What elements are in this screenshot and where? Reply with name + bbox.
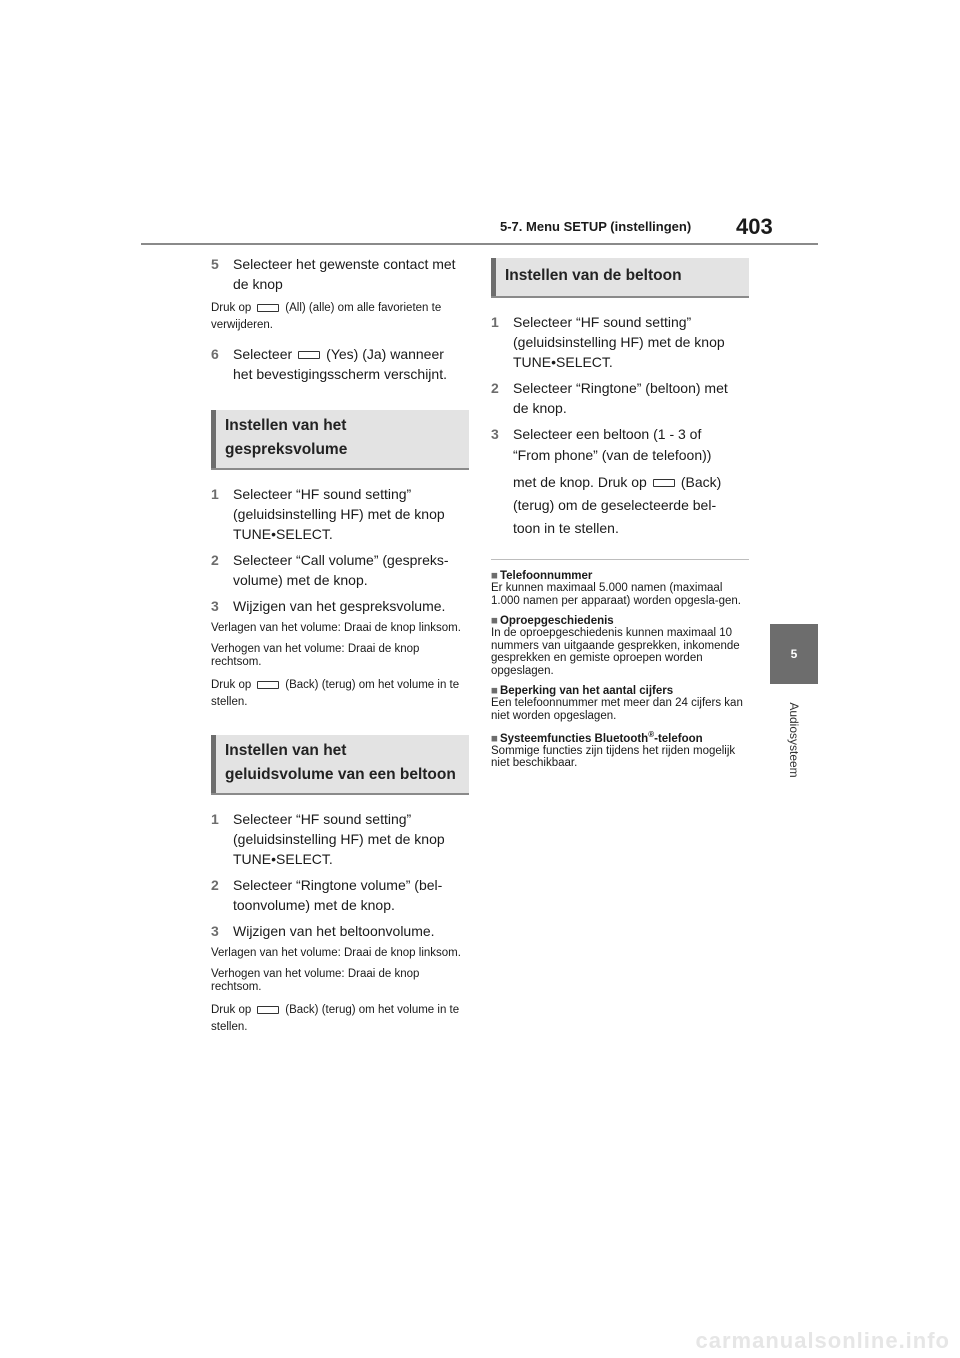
- left-column: [211, 254, 469, 1046]
- note-text: (Back) (terug) om het volume in te stellen.: [211, 679, 460, 708]
- info-title: Oproepgeschiedenis: [499, 615, 614, 627]
- step-text: Selecteer “Ringtone” (beltoon) met: [513, 380, 728, 396]
- section-title: Instellen van het: [225, 742, 347, 759]
- step-number: 3: [211, 598, 219, 614]
- info-title: -telefoon: [654, 732, 703, 745]
- step-number: 2: [491, 380, 499, 396]
- step-number: 1: [491, 314, 499, 330]
- step-text: toon in te stellen.: [513, 520, 619, 536]
- section-title: geluidsvolume van een beltoon: [225, 766, 456, 783]
- bullet-icon: ■: [491, 732, 498, 745]
- button-icon: [257, 1006, 279, 1014]
- section-header-title: 5-7. Menu SETUP (instellingen): [500, 219, 692, 234]
- step-1: [211, 484, 469, 544]
- step-3: [211, 596, 469, 616]
- step-text: (Yes) (Ja) wanneer: [326, 346, 444, 362]
- chapter-tab: [770, 624, 818, 684]
- note-back: [211, 1002, 469, 1036]
- note-text: Druk op: [211, 679, 252, 691]
- note-volume-up: Verhogen van het volume: Draai de knop rechtsom.: [211, 643, 420, 668]
- step-1: [211, 809, 469, 869]
- note-volume-down: Verlagen van het volume: Draai de knop linksom.: [211, 622, 461, 634]
- step-text: “From phone” (van de telefoon)): [513, 447, 712, 463]
- section-heading-call-volume: [211, 410, 469, 470]
- step-number: 5: [211, 256, 219, 272]
- note-text: Druk op: [211, 1004, 252, 1016]
- chapter-number: 5: [790, 647, 798, 661]
- step-text: Selecteer “HF sound setting”: [513, 314, 692, 330]
- step-text: TUNE•SELECT.: [233, 526, 333, 542]
- page-number: 403: [736, 214, 773, 239]
- info-title: Telefoonnummer: [499, 570, 593, 582]
- step-text: Selecteer: [233, 346, 293, 362]
- step-number: 2: [211, 552, 219, 568]
- info-heading-phone-number: [491, 570, 749, 582]
- section-heading-ringtone-volume: [211, 735, 469, 795]
- step-number: 3: [211, 923, 219, 939]
- note-text: Druk op: [211, 302, 252, 314]
- step-text: Selecteer “HF sound setting”: [233, 486, 412, 502]
- info-title: Systeemfuncties Bluetooth: [499, 732, 649, 745]
- step-number: 1: [211, 486, 219, 502]
- step-text: Selecteer “Ringtone volume” (bel-: [233, 877, 443, 893]
- bullet-icon: ■: [491, 570, 498, 582]
- button-icon: [257, 304, 279, 312]
- step-number: 1: [211, 811, 219, 827]
- step-text: volume) met de knop.: [233, 572, 368, 588]
- step-text: het bevestigingsscherm verschijnt.: [233, 366, 447, 382]
- step-text: TUNE•SELECT.: [513, 354, 613, 370]
- section-title: Instellen van de beltoon: [505, 267, 682, 284]
- step-number: 2: [211, 877, 219, 893]
- section-heading-ringtone: [491, 258, 749, 298]
- info-body: In de oproepgeschiedenis kunnen maximaal 10 nummers van uitgaande gesprekken, inkomende gesprekken en gemiste oproepen worden opgeslagen.: [491, 627, 740, 677]
- step-number: 6: [211, 346, 219, 362]
- step-text: TUNE•SELECT.: [233, 851, 333, 867]
- step-2: [211, 875, 469, 915]
- bullet-icon: ■: [491, 685, 498, 697]
- watermark: carmanualsonline.info: [695, 1328, 950, 1353]
- step-3: [491, 424, 749, 539]
- chapter-label-text: Audiosysteem: [787, 702, 801, 778]
- note-all: [211, 300, 469, 334]
- registered-mark: ®: [648, 730, 655, 739]
- note-text: (All) (alle) om alle favorieten te verwijderen.: [211, 302, 442, 331]
- info-heading-call-history: [491, 615, 749, 627]
- step-text: Wijzigen van het beltoonvolume.: [233, 923, 435, 939]
- button-icon: [298, 351, 320, 359]
- step-text: (geluidsinstelling HF) met de knop: [233, 506, 445, 522]
- button-icon: [257, 681, 279, 689]
- step-number: 3: [491, 426, 499, 442]
- divider: [491, 559, 749, 560]
- step-text: met de knop. Druk op: [513, 474, 647, 490]
- note-volume-down: Verlagen van het volume: Draai de knop linksom.: [211, 947, 461, 959]
- step-text: Selecteer “Call volume” (gespreks-: [233, 552, 449, 568]
- step-text: Wijzigen van het gespreksvolume.: [233, 598, 446, 614]
- note-back: [211, 677, 469, 711]
- chapter-label: [770, 690, 818, 790]
- button-icon: [653, 479, 675, 487]
- section-title: gespreksvolume: [225, 441, 348, 458]
- step-text: (Back): [680, 474, 722, 490]
- step-5: [211, 254, 469, 294]
- step-text: Selecteer het gewenste contact met: [233, 256, 456, 272]
- step-2: [491, 378, 749, 418]
- info-heading-digit-limit: [491, 685, 749, 697]
- step-text: (geluidsinstelling HF) met de knop: [513, 334, 725, 350]
- step-text: de knop: [233, 276, 283, 292]
- step-3: [211, 921, 469, 941]
- note-text: (Back) (terug) om het volume in te stellen.: [211, 1004, 460, 1033]
- step-1: [491, 312, 749, 372]
- step-2: [211, 550, 469, 590]
- info-title: Beperking van het aantal cijfers: [499, 685, 674, 697]
- info-heading-bluetooth: [491, 730, 749, 745]
- right-column: [491, 230, 749, 778]
- step-text: (geluidsinstelling HF) met de knop: [233, 831, 445, 847]
- step-text: Selecteer een beltoon (1 - 3 of: [513, 426, 702, 442]
- step-6: [211, 344, 469, 384]
- step-text: toonvolume) met de knop.: [233, 897, 395, 913]
- note-volume-up: Verhogen van het volume: Draai de knop rechtsom.: [211, 968, 420, 993]
- section-title: Instellen van het: [225, 417, 347, 434]
- info-body: Er kunnen maximaal 5.000 namen (maximaal 1.000 namen per apparaat) worden opgesla-gen.: [491, 582, 741, 607]
- step-text: (terug) om de geselecteerde bel-: [513, 497, 717, 513]
- info-body: Een telefoonnummer met meer dan 24 cijfers kan niet worden opgeslagen.: [491, 697, 743, 722]
- step-text: de knop.: [513, 400, 567, 416]
- bullet-icon: ■: [491, 615, 498, 627]
- info-body: Sommige functies zijn tijdens het rijden mogelijk niet beschikbaar.: [491, 744, 736, 770]
- step-text: Selecteer “HF sound setting”: [233, 811, 412, 827]
